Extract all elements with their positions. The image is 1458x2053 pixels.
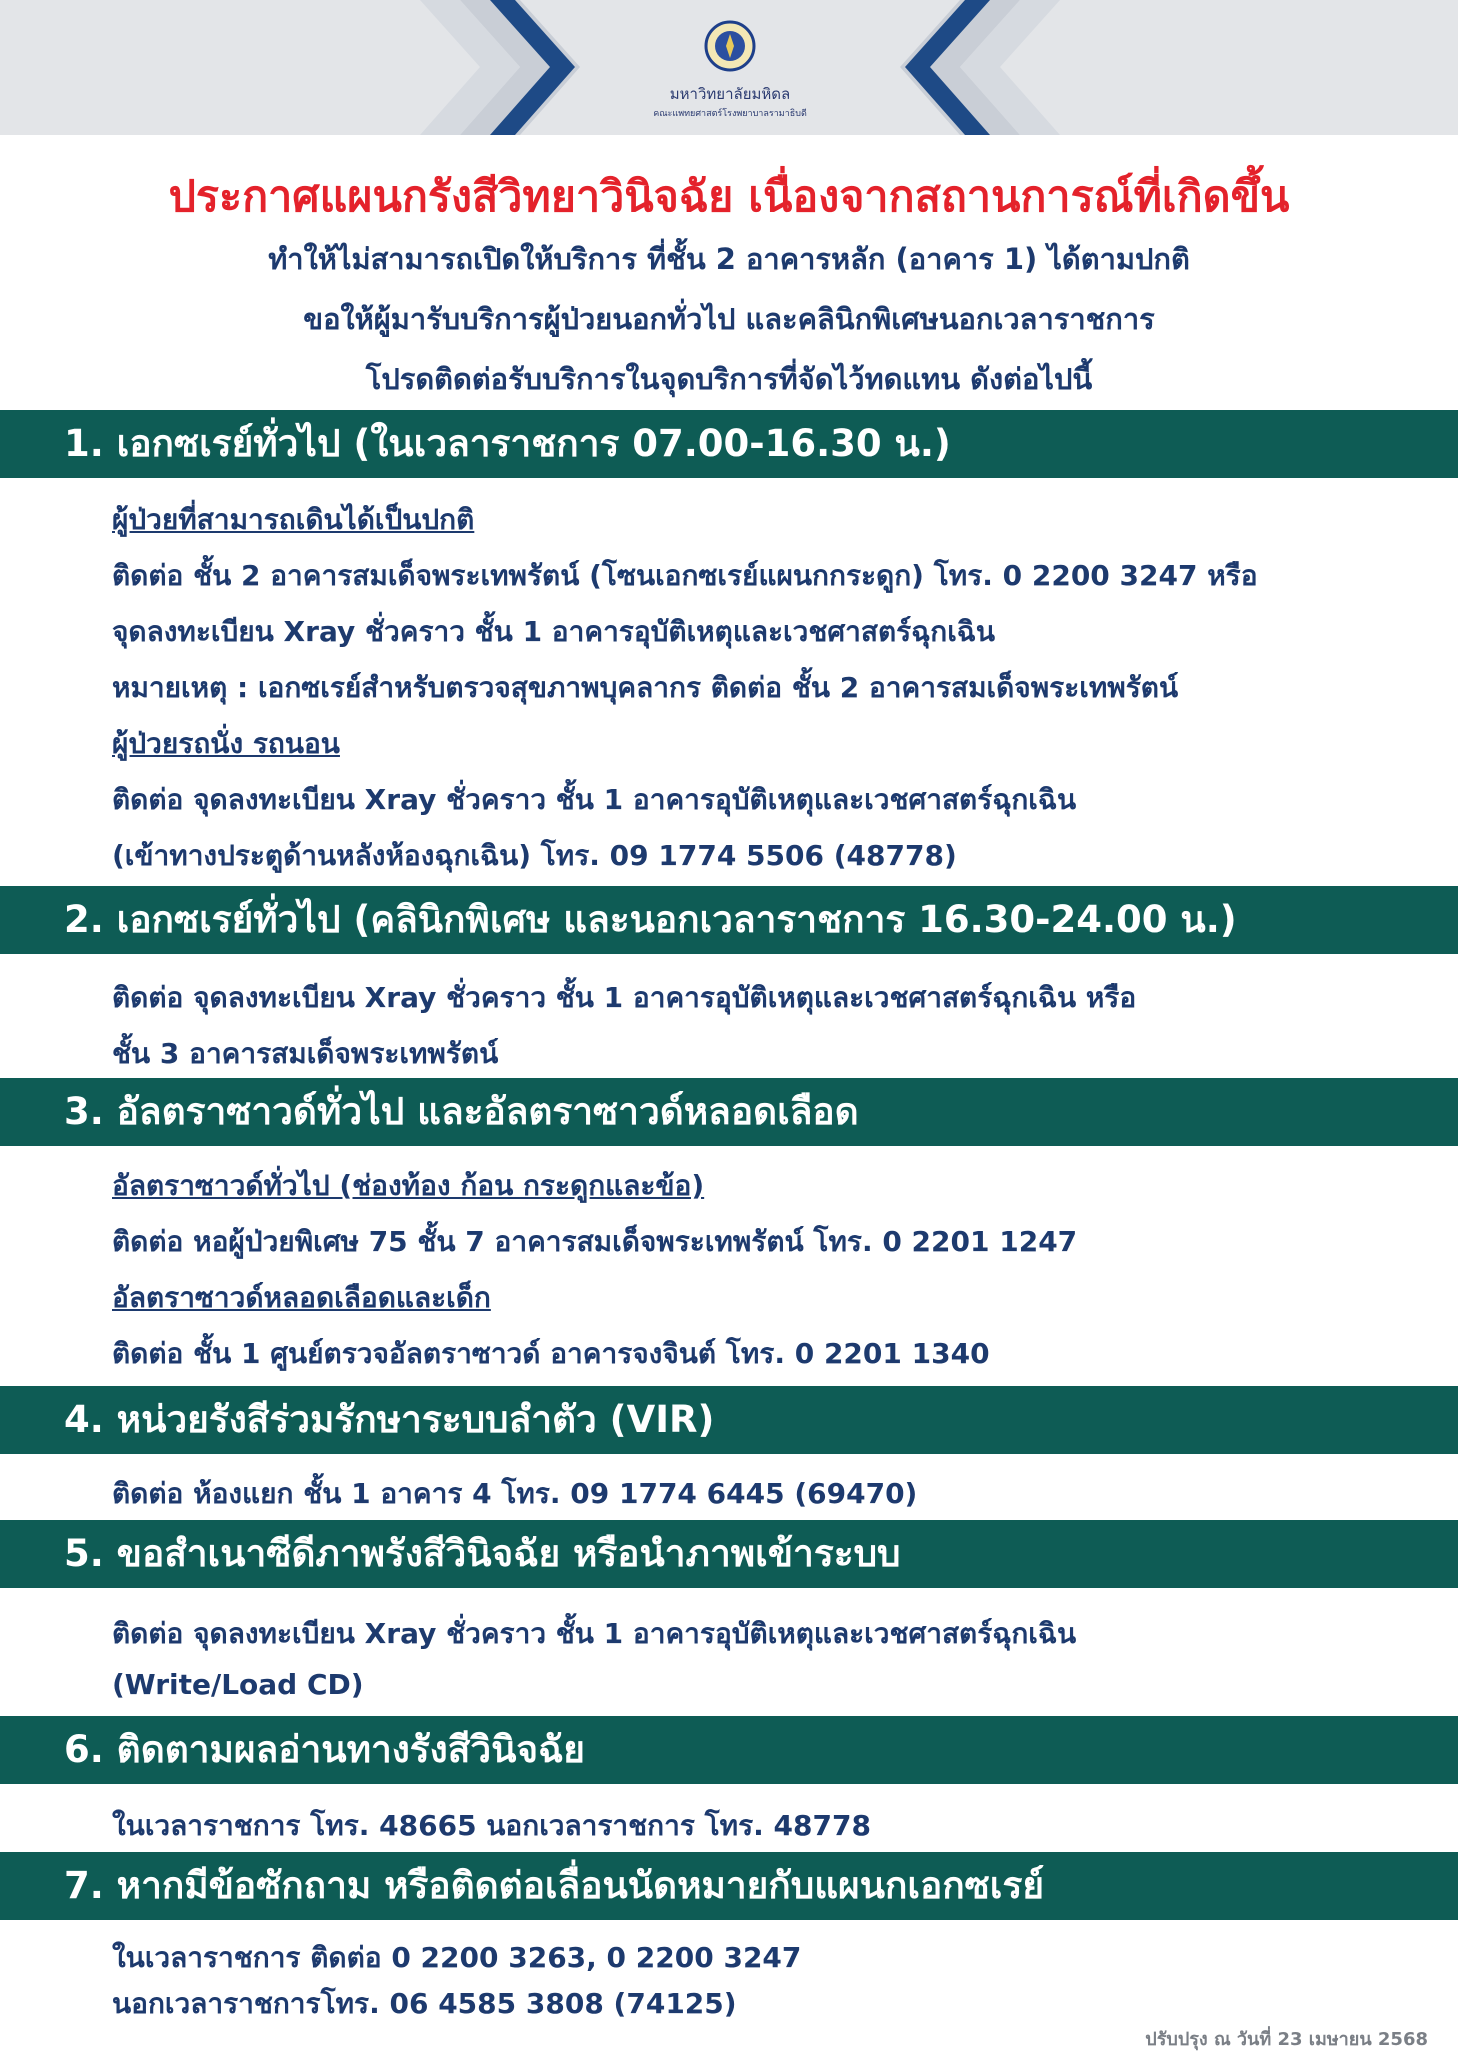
- section-3-heading: 3. อัลตราซาวด์ทั่วไป และอัลตราซาวด์หลอดเลือด: [0, 1078, 1458, 1146]
- section-2-line: ติดต่อ จุดลงทะเบียน Xray ชั่วคราว ชั้น 1 อาคารอุบัติเหตุและเวชศาสตร์ฉุกเฉิน หรือ: [112, 981, 1137, 1014]
- section-3-line: ติดต่อ หอผู้ป่วยพิเศษ 75 ชั้น 7 อาคารสมเด็จพระเทพรัตน์ โทร. 0 2201 1247: [112, 1225, 1078, 1258]
- section-7-line: นอกเวลาราชการโทร. 06 4585 3808 (74125): [112, 1987, 737, 2020]
- section-4-line: ติดต่อ ห้องแยก ชั้น 1 อาคาร 4 โทร. 09 1774 6445 (69470): [112, 1477, 918, 1510]
- intro-line-2: ขอให้ผู้มารับบริการผู้ป่วยนอกทั่วไป และคลินิกพิเศษนอกเวลาราชการ: [303, 302, 1155, 336]
- university-seal-icon: [704, 20, 756, 72]
- chevron-right-decoration: [880, 0, 1060, 135]
- section-1-line: (เข้าทางประตูด้านหลังห้องฉุกเฉิน) โทร. 09 1774 5506 (48778): [112, 839, 957, 872]
- section-7-line: ในเวลาราชการ ติดต่อ 0 2200 3263, 0 2200 3247: [112, 1941, 802, 1974]
- section-1-line: จุดลงทะเบียน Xray ชั่วคราว ชั้น 1 อาคารอุบัติเหตุและเวชศาสตร์ฉุกเฉิน: [112, 615, 995, 648]
- section-3-subheading-general: อัลตราซาวด์ทั่วไป (ช่องท้อง ก้อน กระดูกและข้อ): [112, 1169, 705, 1202]
- header-banner: [0, 0, 1458, 135]
- section-1-line: ติดต่อ จุดลงทะเบียน Xray ชั่วคราว ชั้น 1 อาคารอุบัติเหตุและเวชศาสตร์ฉุกเฉิน: [112, 783, 1077, 816]
- section-1-subheading-wheelchair: ผู้ป่วยรถนั่ง รถนอน: [112, 727, 340, 760]
- section-1-line: ติดต่อ ชั้น 2 อาคารสมเด็จพระเทพรัตน์ (โซนเอกซเรย์แผนกกระดูก) โทร. 0 2200 3247 หรือ: [112, 559, 1258, 592]
- university-name: มหาวิทยาลัยมหิดล: [669, 85, 791, 103]
- chevron-left-decoration: [420, 0, 600, 135]
- section-2-line: ชั้น 3 อาคารสมเด็จพระเทพรัตน์: [112, 1037, 499, 1070]
- section-6-line: ในเวลาราชการ โทร. 48665 นอกเวลาราชการ โทร. 48778: [112, 1809, 871, 1842]
- section-7-heading: 7. หากมีข้อซักถาม หรือติดต่อเลื่อนนัดหมายกับแผนกเอกซเรย์: [0, 1852, 1458, 1920]
- section-1-note: หมายเหตุ : เอกซเรย์สำหรับตรวจสุขภาพบุคลากร ติดต่อ ชั้น 2 อาคารสมเด็จพระเทพรัตน์: [112, 671, 1179, 704]
- section-1-heading: 1. เอกซเรย์ทั่วไป (ในเวลาราชการ 07.00-16.30 น.): [0, 410, 1458, 478]
- intro-line-3: โปรดติดต่อรับบริการในจุดบริการที่จัดไว้ทดแทน ดังต่อไปนี้: [365, 362, 1093, 396]
- intro-line-1: ทำให้ไม่สามารถเปิดให้บริการ ที่ชั้น 2 อาคารหลัก (อาคาร 1) ได้ตามปกติ: [268, 242, 1190, 276]
- section-4-heading: 4. หน่วยรังสีร่วมรักษาระบบลำตัว (VIR): [0, 1386, 1458, 1454]
- section-5-line: ติดต่อ จุดลงทะเบียน Xray ชั่วคราว ชั้น 1 อาคารอุบัติเหตุและเวชศาสตร์ฉุกเฉิน: [112, 1617, 1077, 1650]
- section-3-line: ติดต่อ ชั้น 1 ศูนย์ตรวจอัลตราซาวด์ อาคารจงจินต์ โทร. 0 2201 1340: [112, 1337, 990, 1370]
- section-5-line: (Write/Load CD): [112, 1668, 364, 1701]
- section-1-subheading-walking: ผู้ป่วยที่สามารถเดินได้เป็นปกติ: [112, 503, 475, 536]
- section-2-heading: 2. เอกซเรย์ทั่วไป (คลินิกพิเศษ และนอกเวลาราชการ 16.30-24.00 น.): [0, 886, 1458, 954]
- faculty-name: คณะแพทยศาสตร์โรงพยาบาลรามาธิบดี: [653, 109, 807, 119]
- section-5-heading: 5. ขอสำเนาซีดีภาพรังสีวินิจฉัย หรือนำภาพเข้าระบบ: [0, 1520, 1458, 1588]
- updated-date: ปรับปรุง ณ วันที่ 23 เมษายน 2568: [1145, 2029, 1428, 2050]
- section-6-heading: 6. ติดตามผลอ่านทางรังสีวินิจฉัย: [0, 1716, 1458, 1784]
- announcement-title: ประกาศแผนกรังสีวิทยาวินิจฉัย เนื่องจากสถานการณ์ที่เกิดขึ้น: [168, 172, 1290, 222]
- section-3-subheading-vascular: อัลตราซาวด์หลอดเลือดและเด็ก: [112, 1281, 491, 1314]
